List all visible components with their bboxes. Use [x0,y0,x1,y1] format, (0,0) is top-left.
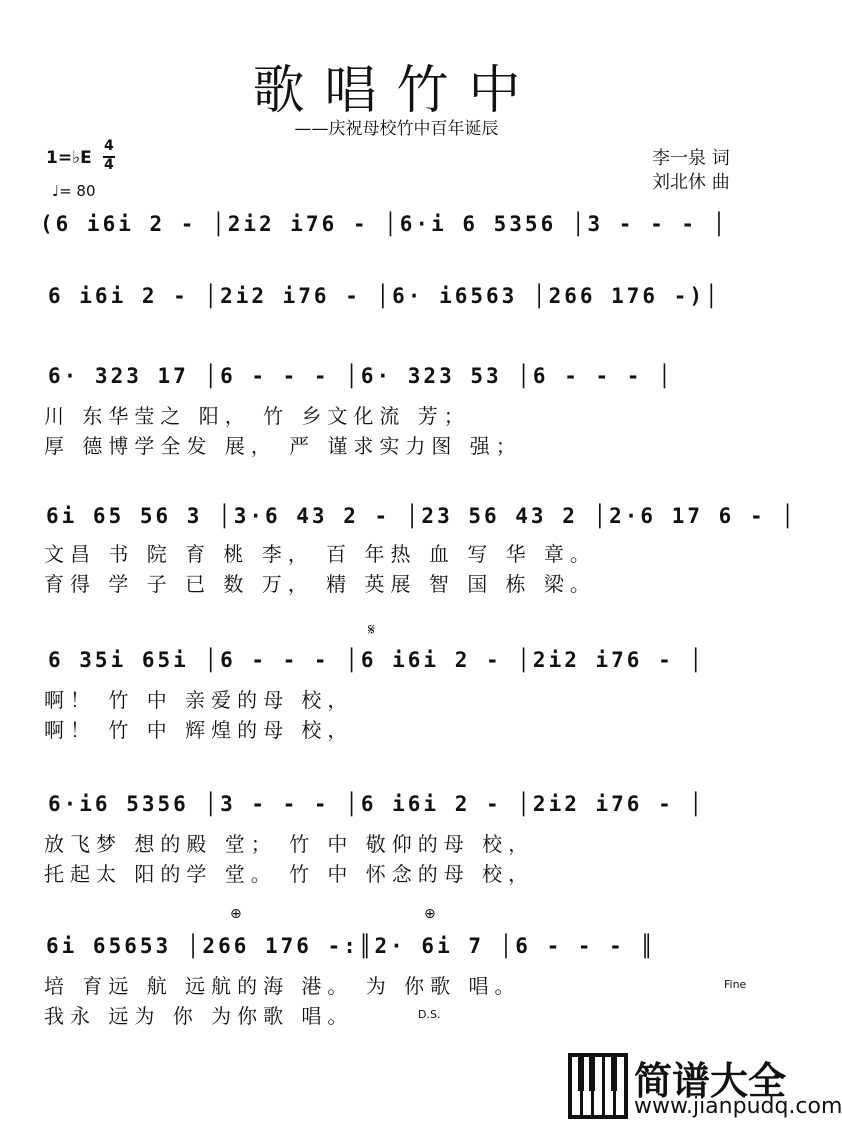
ds-mark: D.S. [418,1008,441,1021]
time-signature-top: 4 [104,138,114,154]
lyrics-row-7-verse-1: 培 育远 航 远航的海 港。 为 你歌 唱。 [44,974,521,998]
lyrics-row-6-verse-2: 托起太 阳的学 堂。 竹 中 怀念的母 校， [44,862,535,886]
lyrics-row-6-verse-1: 放飞梦 想的殿 堂； 竹 中 敬仰的母 校， [44,832,535,856]
time-signature-bottom: 4 [104,157,114,173]
coda-sign-2: ⊕ [424,906,436,922]
lyrics-row-7-verse-2: 我永 远为 你 为你歌 唱。 [44,1004,354,1028]
lyrics-row-3-verse-2: 厚 德博学全发 展， 严 谨求实力图 强； [44,434,522,458]
piano-keys-logo [568,1053,628,1119]
lyrics-row-4-verse-1: 文昌 书 院 育 桃 李， 百 年热 血 写 华 章。 [44,542,596,566]
lyrics-row-5-verse-2: 啊！ 竹 中 辉煌的母 校， [44,718,354,742]
lyrics-row-3-verse-1: 川 东华莹之 阳， 竹 乡文化流 芳； [44,404,470,428]
segno-sign: 𝄋 [368,620,375,639]
notation-row-4: 6i 65 56 3 │3·6 43 2 - │23 56 43 2 │2·6 17 6 - │ [46,504,797,528]
site-logo-text: 简谱大全 [634,1059,787,1103]
notation-row-3: 6· 323 17 │6 - - - │6· 323 53 │6 - - - │ [48,364,674,388]
song-title: 歌唱竹中 [252,61,541,121]
key-signature: 1=♭E [46,148,92,168]
coda-sign-1: ⊕ [230,906,242,922]
tempo-mark: ♩= 80 [52,182,96,200]
song-subtitle: ——庆祝母校竹中百年诞辰 [294,119,499,139]
lyrics-row-4-verse-2: 育得 学 子 已 数 万， 精 英展 智 国 栋 梁。 [44,572,596,596]
notation-row-6: 6·i6 5356 │3 - - - │6 i6i 2 - │2i2 i76 - │ [48,792,706,816]
composer: 刘北休 曲 [652,172,730,193]
lyrics-row-5-verse-1: 啊！ 竹 中 亲爱的母 校， [44,688,354,712]
lyricist: 李一泉 词 [652,148,730,169]
notation-row-2: 6 i6i 2 - │2i2 i76 - │6· i6563 │266 176 -)│ [48,284,721,308]
site-url: www.jianpudq.com [634,1094,842,1119]
notation-row-5: 6 35i 65i │6 - - - │6 i6i 2 - │2i2 i76 - │ [48,648,706,672]
notation-row-1: (6 i6i 2 - │2i2 i76 - │6·i 6 5356 │3 - - - │ [40,212,729,236]
notation-row-7: 6i 65653 │266 176 -:║2· 6i 7 │6 - - - ║ [46,934,657,958]
fine-mark: Fine [724,978,747,991]
